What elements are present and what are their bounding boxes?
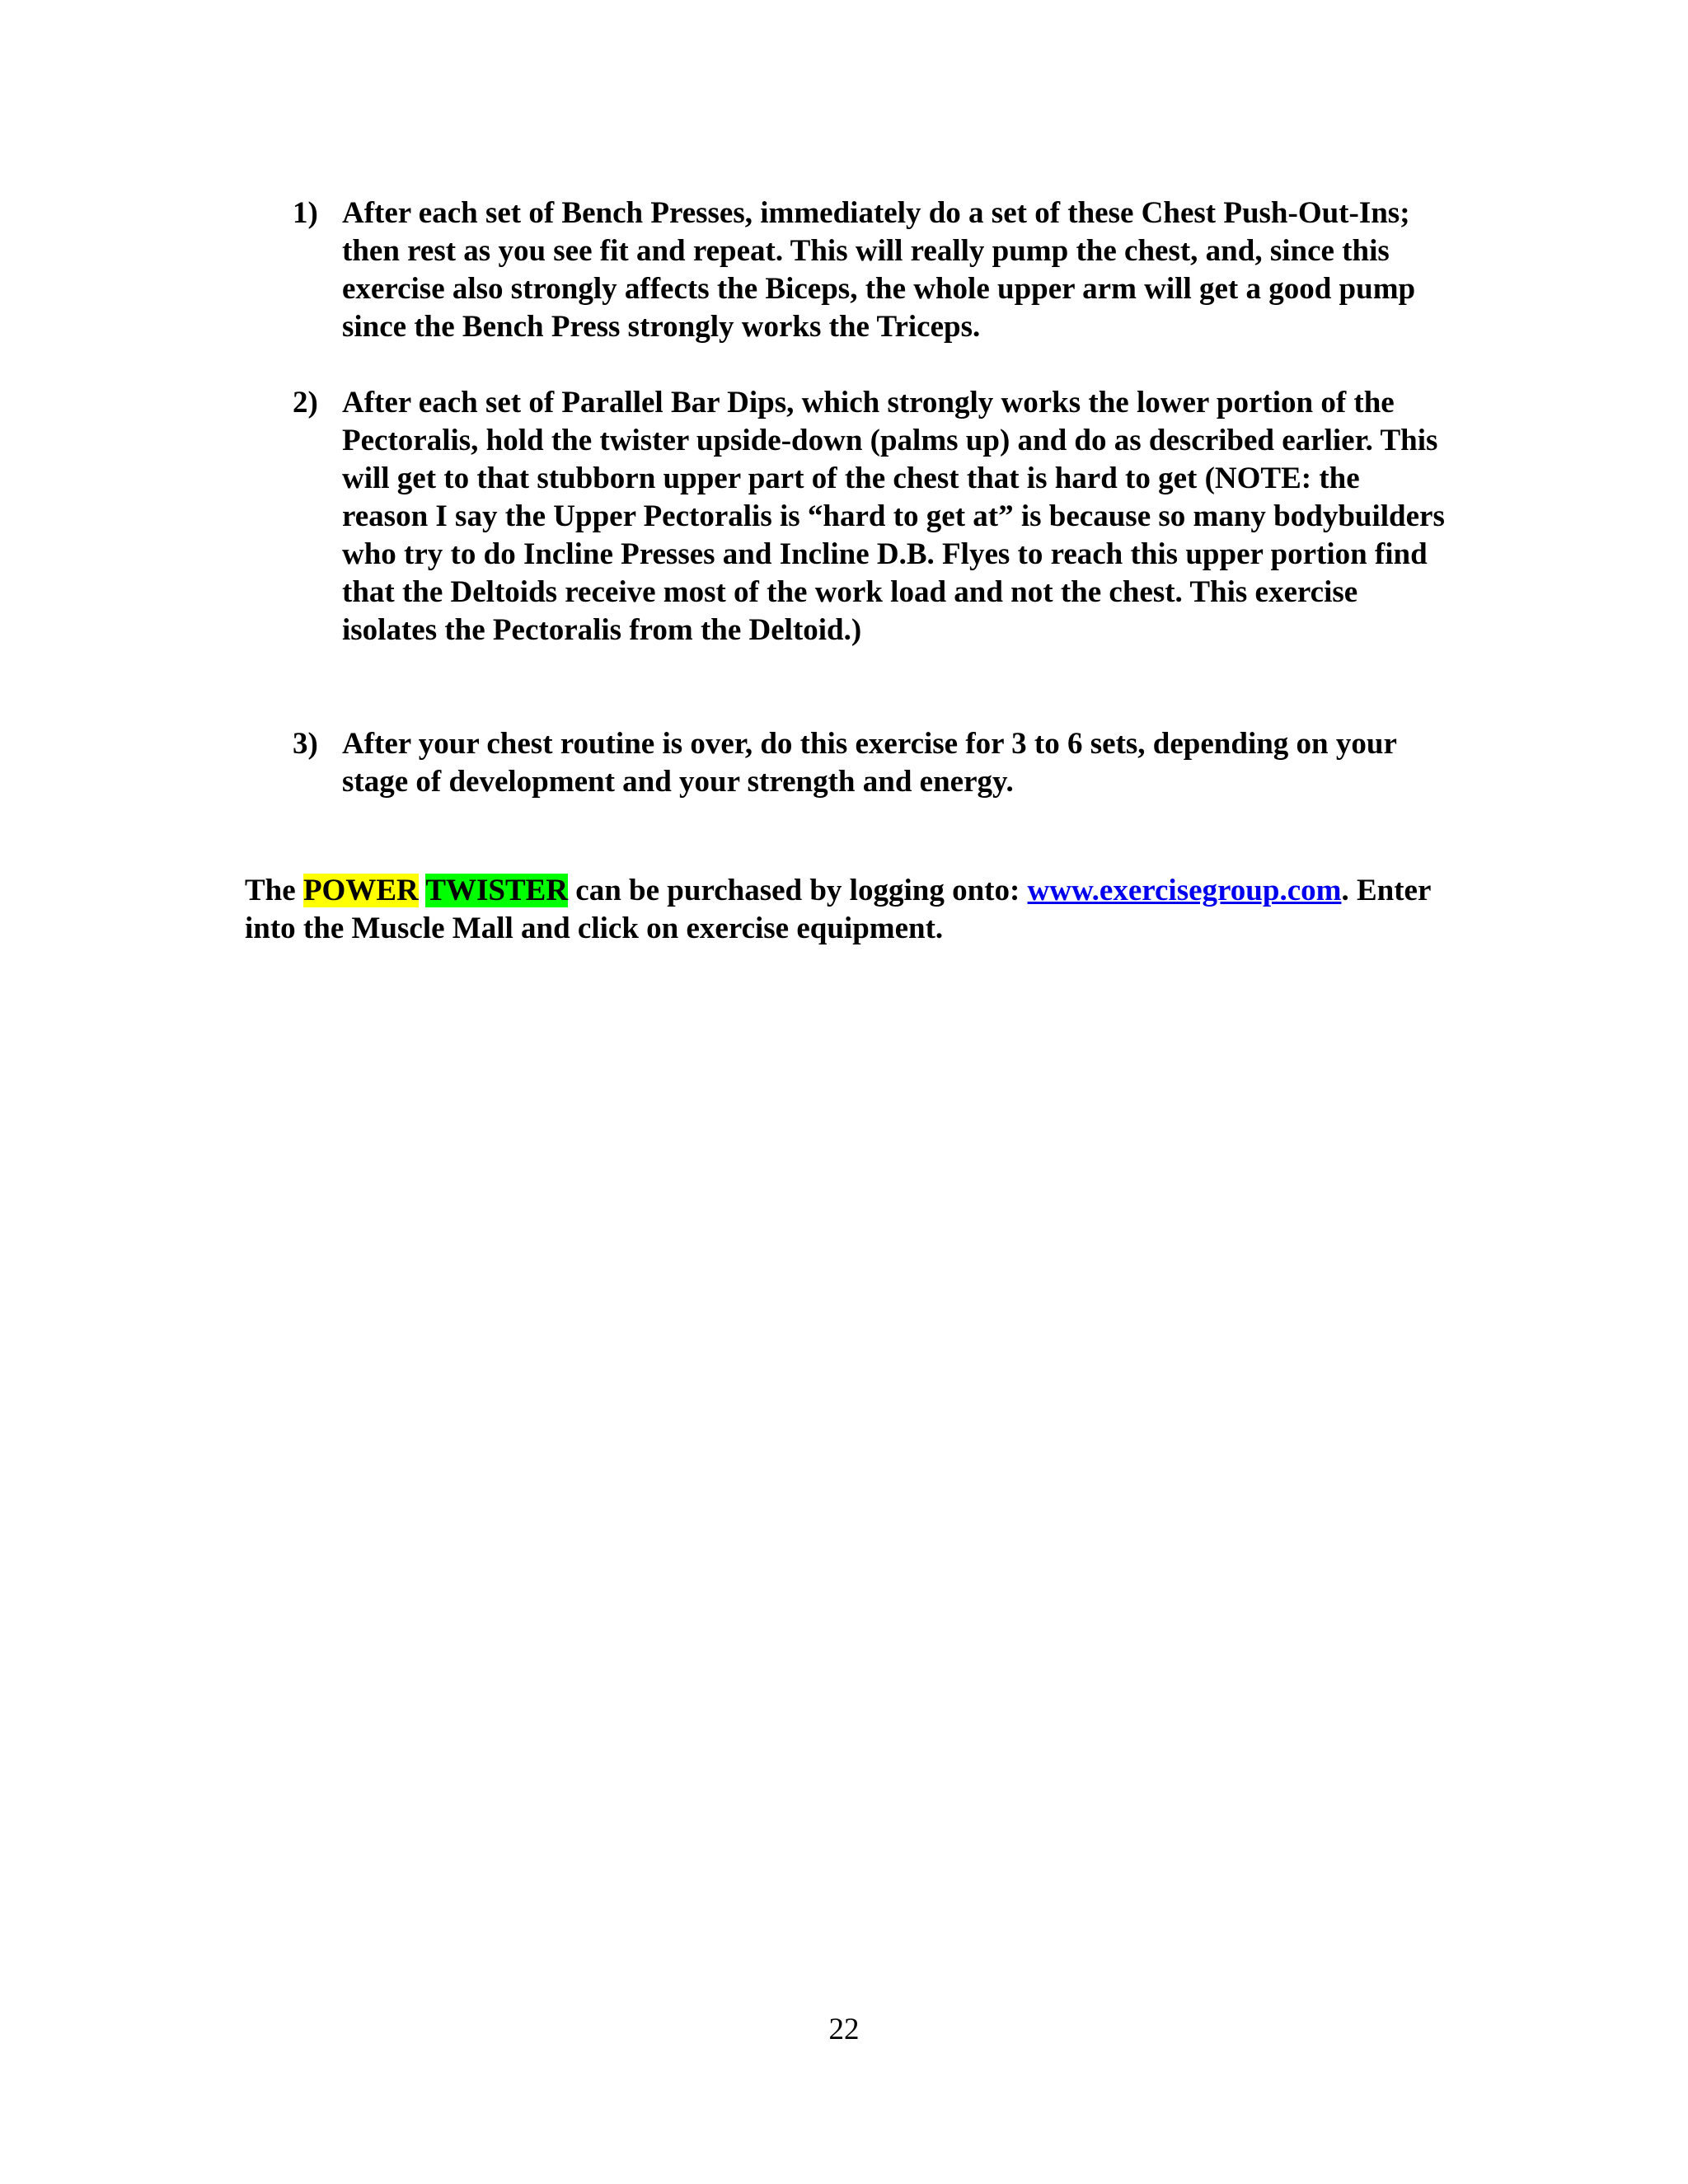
list-item-text: After your chest routine is over, do this exercise for 3 to 6 sets, depending on your stage of development and your strength and energy. [342, 727, 1397, 799]
purchase-suffix: . Enter into the Muscle Mall and click on exercise equipment. [245, 874, 1431, 945]
list-item [293, 384, 1447, 649]
twister-highlight: TWISTER [425, 874, 569, 907]
list-item-number: 1) [293, 196, 318, 230]
list-item-number: 3) [293, 727, 318, 761]
tips-list [293, 194, 1447, 801]
power-highlight: POWER [302, 874, 419, 907]
list-item [293, 725, 1447, 801]
exercisegroup-link[interactable]: www.exercisegroup.com [1027, 874, 1342, 907]
list-item-text: After each set of Bench Presses, immediately do a set of these Chest Push-Out-Ins; then rest as you see fit and repeat. This will really pump the chest, and, since this exercise also strongly affects the Biceps, the whole upper arm will get a good pump since the Bench Press strongly works the Triceps. [342, 196, 1416, 344]
page-number: 22 [828, 2013, 860, 2046]
purchase-prefix: The [245, 874, 303, 907]
purchase-paragraph [245, 872, 1440, 948]
list-item-number: 2) [293, 386, 318, 419]
purchase-middle: can be purchased by logging onto: [568, 874, 1028, 907]
list-item-text: After each set of Parallel Bar Dips, which strongly works the lower portion of the Pectoralis, hold the twister upside-down (palms up) and do as described earlier. This will get to that stubborn upper part of the chest that is hard to get (NOTE: the reason I say the Upper Pectoralis is “hard to get at” is because so many bodybuilders who try to do Incline Presses and Incline D.B. Flyes to reach this upper portion find that the Deltoids receive most of the work load and not the chest. This exercise isolates the Pectoralis from the Deltoid.) [342, 386, 1445, 647]
list-item [293, 194, 1447, 346]
